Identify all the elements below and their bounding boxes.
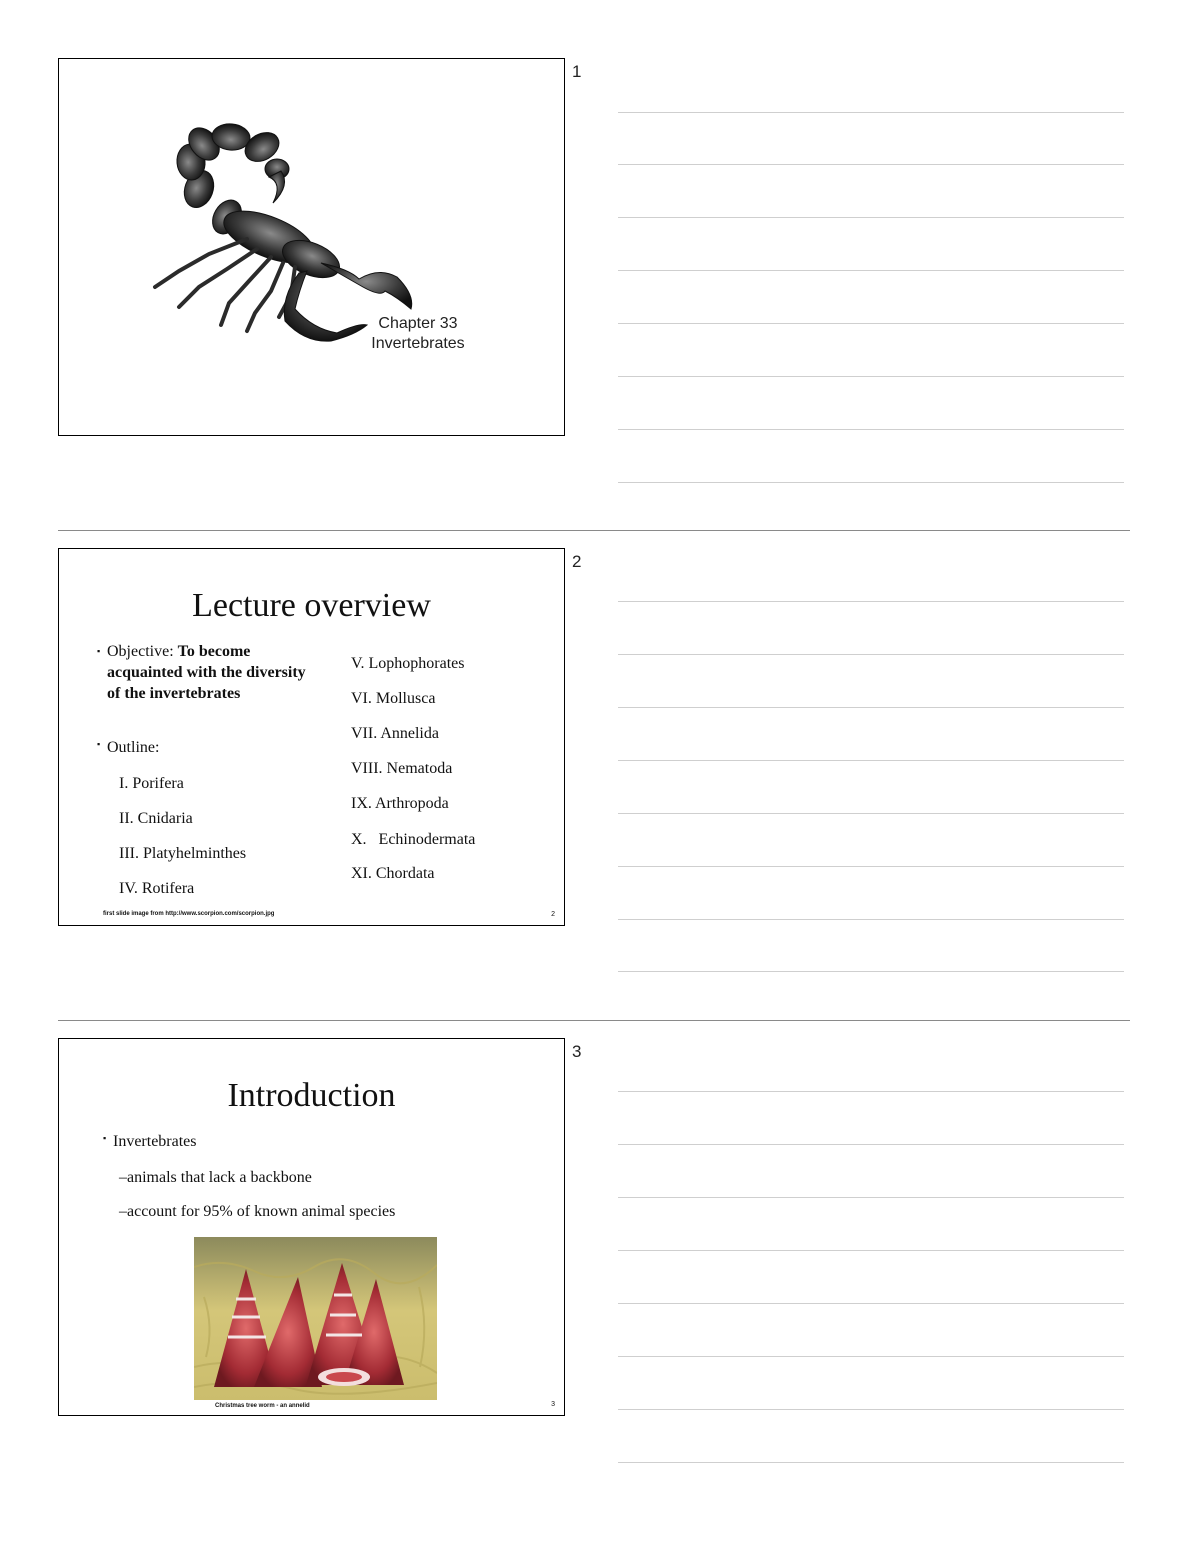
note-line [618, 866, 1124, 867]
outline-item: II. Cnidaria [119, 810, 193, 827]
note-line [618, 1462, 1124, 1463]
note-line [618, 376, 1124, 377]
objective-label: Objective: [107, 643, 174, 660]
note-line [618, 1356, 1124, 1357]
note-line [618, 1409, 1124, 1410]
outline-item: VI. Mollusca [351, 690, 436, 707]
slide-1-caption [359, 314, 477, 354]
slide-3 [58, 1038, 565, 1416]
objective-text: To become acquainted with the diversity of the invertebrates [107, 643, 306, 702]
slide-number-3: 3 [572, 1042, 582, 1061]
note-line [618, 1091, 1124, 1092]
note-line [618, 707, 1124, 708]
note-line [618, 482, 1124, 483]
note-line [618, 760, 1124, 761]
image-credit: first slide image from http://www.scorpion.com/scorpion.jpg [103, 911, 275, 917]
outline-item: V. Lophophorates [351, 655, 465, 672]
objective-block [97, 641, 317, 704]
note-line [618, 919, 1124, 920]
note-line [618, 164, 1124, 165]
note-line [618, 112, 1124, 113]
note-line [618, 813, 1124, 814]
note-line [618, 654, 1124, 655]
invertebrates-bullet: ▪ Invertebrates [103, 1133, 197, 1151]
outline-item: I. Porifera [119, 775, 184, 792]
note-line [618, 1250, 1124, 1251]
note-line [618, 601, 1124, 602]
slide-number-1: 1 [572, 62, 582, 81]
scorpion-illustration [59, 59, 565, 436]
sub-item: –animals that lack a backbone [119, 1169, 312, 1186]
slide-2 [58, 548, 565, 926]
photo-caption: Christmas tree worm - an annelid [215, 1403, 310, 1409]
page-separator [58, 530, 1130, 531]
caption-chapter: Chapter 33 [378, 315, 458, 332]
note-line [618, 323, 1124, 324]
outline-item: X. Echinodermata [351, 831, 476, 848]
objective-bullet [97, 641, 317, 704]
sub-item: –account for 95% of known animal species [119, 1203, 396, 1220]
note-line [618, 971, 1124, 972]
christmas-tree-worm-photo [194, 1237, 437, 1400]
slide-number-2: 2 [572, 552, 582, 571]
note-line [618, 1144, 1124, 1145]
outline-item: III. Platyhelminthes [119, 845, 247, 862]
slide-1 [58, 58, 565, 436]
caption-subject: Invertebrates [371, 335, 465, 352]
outline-item: VII. Annelida [351, 725, 439, 742]
outline-label: Outline: [107, 739, 160, 756]
outline-item: XI. Chordata [351, 865, 435, 882]
note-line [618, 1303, 1124, 1304]
note-line [618, 1197, 1124, 1198]
page-separator [58, 1020, 1130, 1021]
slide-title: Lecture overview [192, 587, 431, 624]
outline-item: IV. Rotifera [119, 880, 195, 897]
note-line [618, 270, 1124, 271]
outline-bullet [97, 739, 159, 757]
outline-item: VIII. Nematoda [351, 760, 453, 777]
slide-title: Introduction [227, 1077, 396, 1114]
note-line [618, 429, 1124, 430]
slide-corner-number: 3 [551, 1401, 555, 1408]
slide-corner-number: 2 [551, 911, 555, 918]
outline-item: IX. Arthropoda [351, 795, 449, 812]
note-line [618, 217, 1124, 218]
